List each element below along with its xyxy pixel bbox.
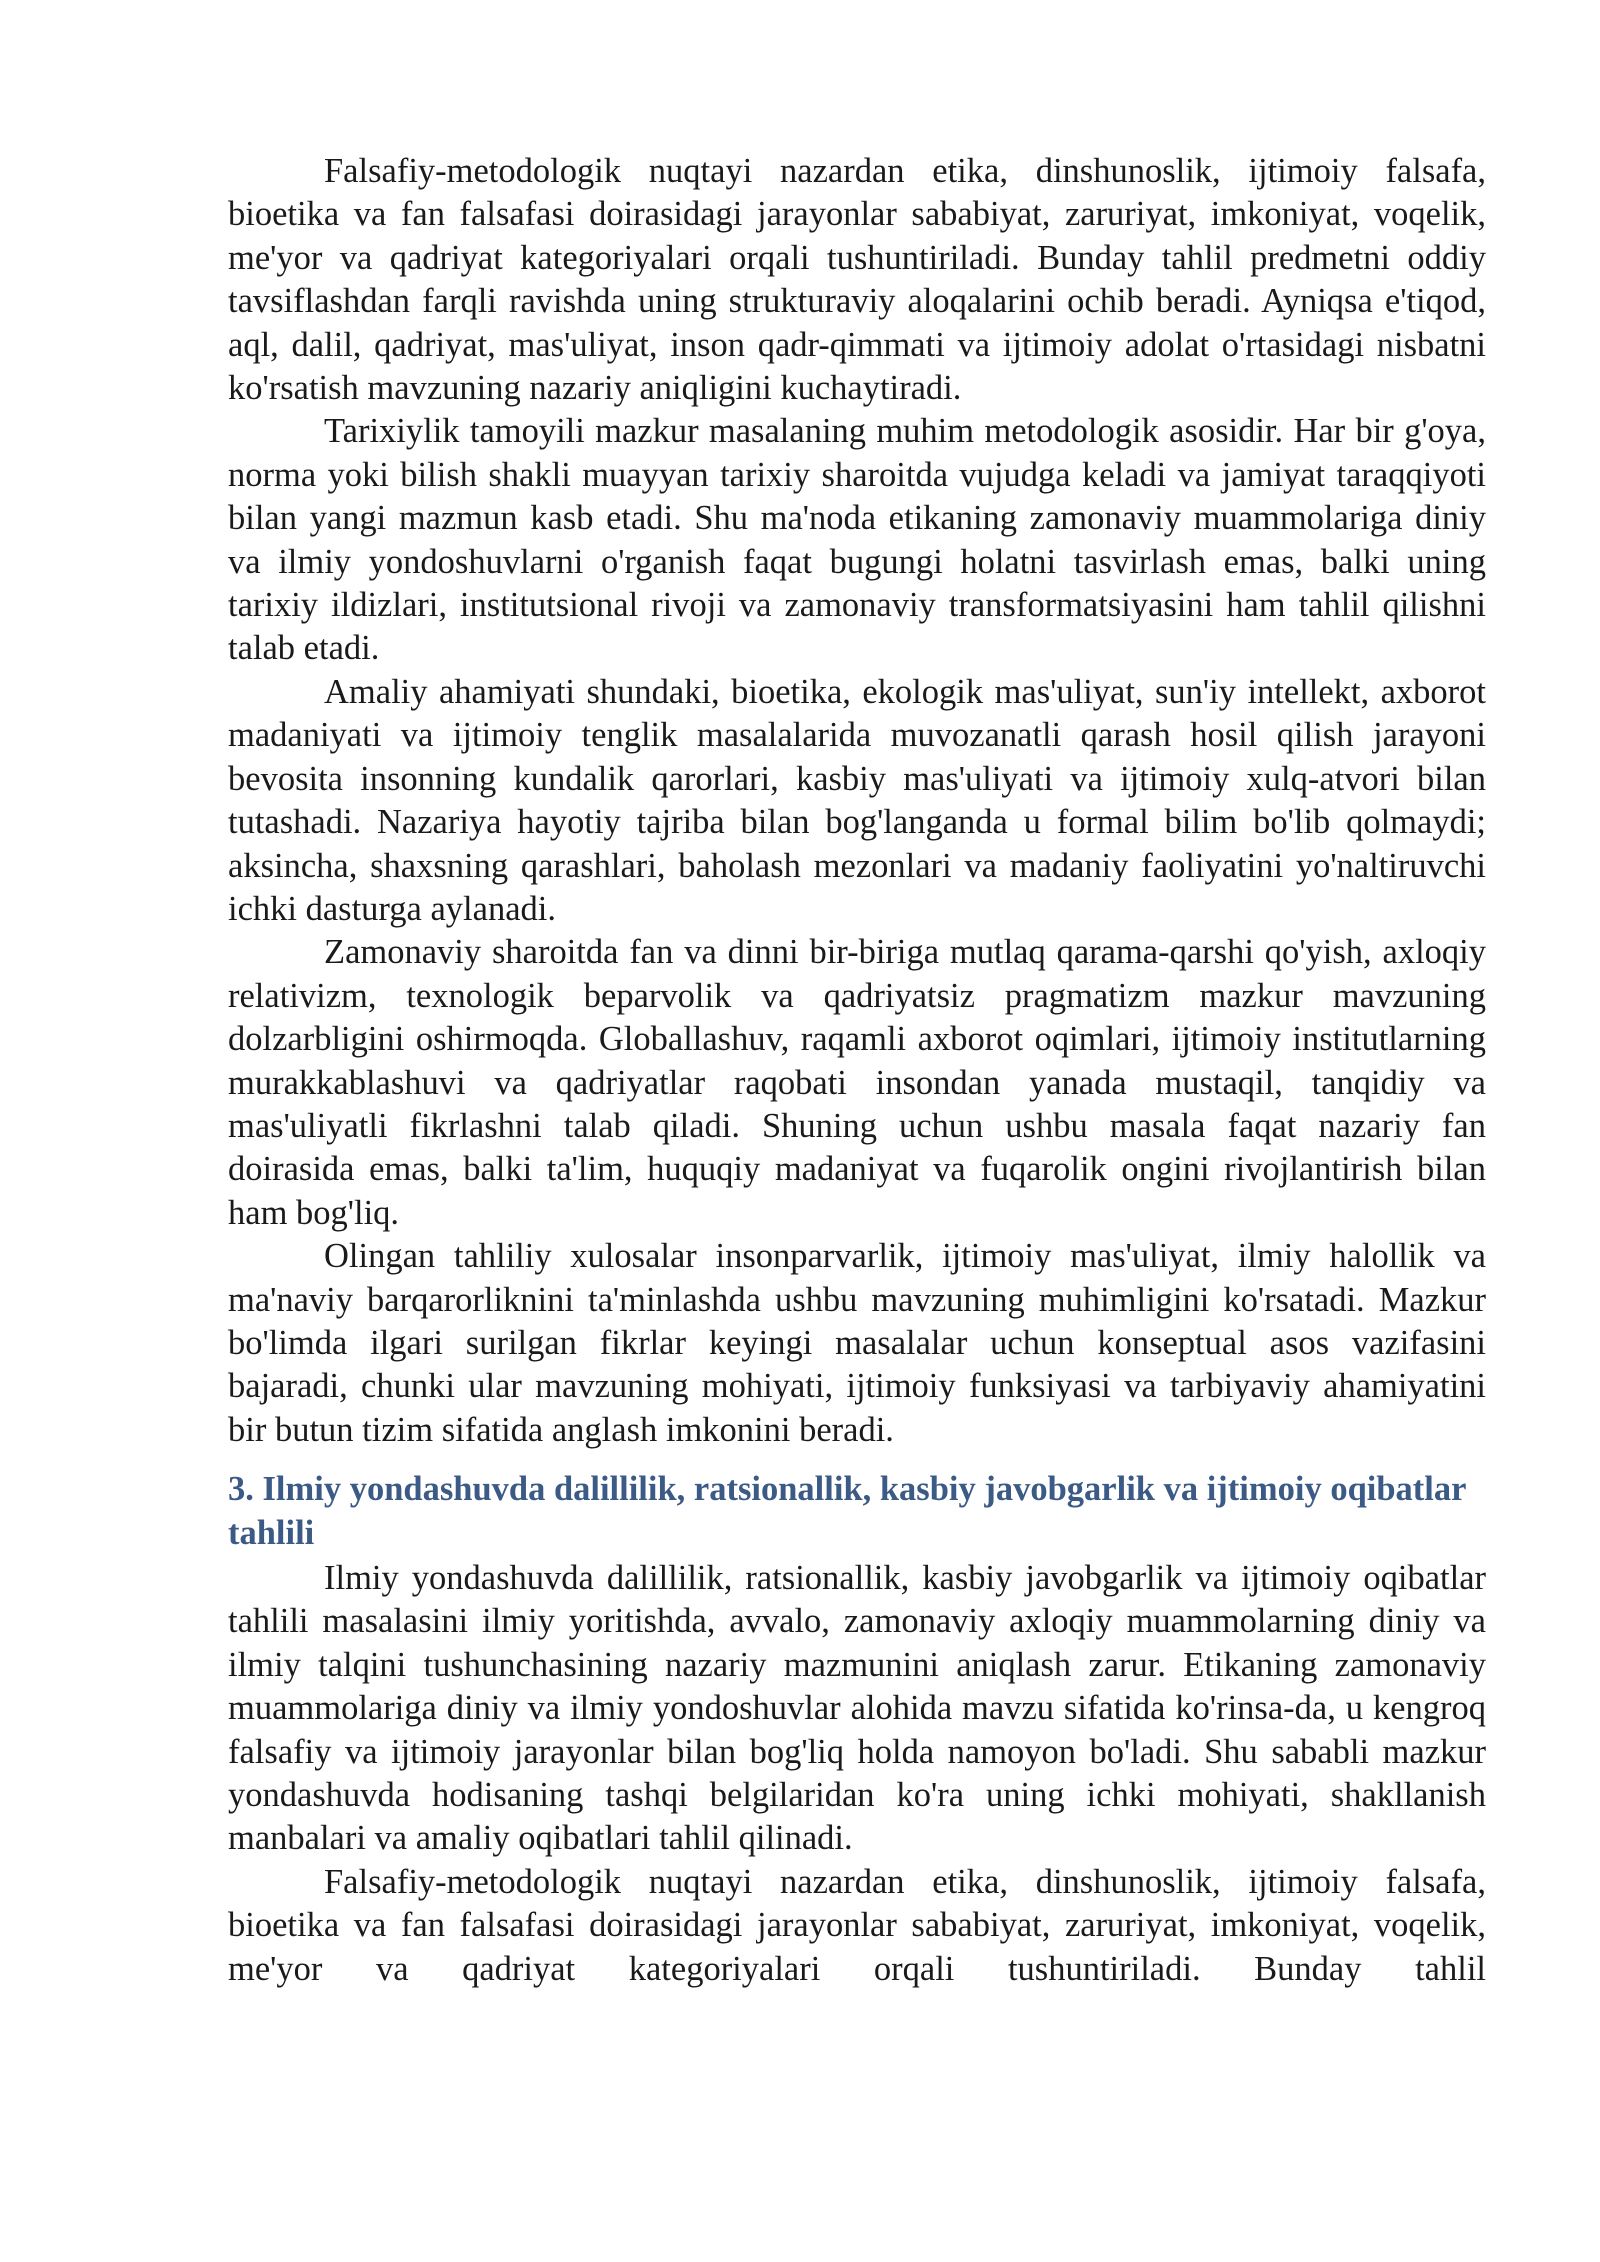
body-paragraph: Ilmiy yondashuvda dalillilik, ratsionallik, kasbiy javobgarlik va ijtimoiy oqibatlar tahlili masalasini ilmiy yoritishda, avvalo, zamonaviy axloqiy muammolarning diniy va ilmiy talqini tushunchasining nazariy mazmunini aniqlash zarur. Etikaning zamonaviy muammolariga diniy va ilmiy yondoshuvlar alohida mavzu sifatida ko'rinsa-da, u kengroq falsafiy va ijtimoiy jarayonlar bilan bog'liq holda namoyon bo'ladi. Shu sababli mazkur yondashuvda hodisaning tashqi belgilaridan ko'ra uning ichki mohiyati, shakllanish manbalari va amaliy oqibatlari tahlil qilinadi. (228, 1559, 1486, 1858)
body-paragraph-continued: Falsafiy-metodologik nuqtayi nazardan etika, dinshunoslik, ijtimoiy falsafa, bioetika va fan falsafasi doirasidagi jarayonlar sababiyat, zaruriyat, imkoniyat, voqelik, me'yor va qadriyat kategoriyalari orqali tushuntiriladi. Bunday tahlil (228, 1862, 1486, 1988)
body-paragraph: Zamonaviy sharoitda fan va dinni bir-biriga mutlaq qarama-qarshi qo'yish, axloqiy relativizm, texnologik beparvolik va qadriyatsiz pragmatizm mazkur mavzuning dolzarbligini oshirmoqda. Globallashuv, raqamli axborot oqimlari, ijtimoiy institutlarning murakkablashuvi va qadriyatlar raqobati insondan yanada mustaqil, tanqidiy va mas'uliyatli fikrlashni talab qiladi. Shuning uchun ushbu masala faqat nazariy fan doirasida emas, balki ta'lim, huquqiy madaniyat va fuqarolik ongini rivojlantirish bilan ham bog'liq. (228, 933, 1486, 1232)
section-heading: 3. Ilmiy yondashuvda dalillilik, ratsionallik, kasbiy javobgarlik va ijtimoiy oqibatlar tahlili (228, 1470, 1466, 1552)
body-paragraph: Tarixiylik tamoyili mazkur masalaning muhim metodologik asosidir. Har bir g'oya, norma yoki bilish shakli muayyan tarixiy sharoitda vujudga keladi va jamiyat taraqqiyoti bilan yangi mazmun kasb etadi. Shu ma'noda etikaning zamonaviy muammolariga diniy va ilmiy yondoshuvlarni o'rganish faqat bugungi holatni tasvirlash emas, balki uning tarixiy ildizlari, institutsional rivoji va zamonaviy transformatsiyasini ham tahlil qilishni talab etadi. (228, 412, 1486, 668)
document-page (228, 150, 1486, 1991)
body-paragraph: Falsafiy-metodologik nuqtayi nazardan etika, dinshunoslik, ijtimoiy falsafa, bioetika va fan falsafasi doirasidagi jarayonlar sababiyat, zaruriyat, imkoniyat, voqelik, me'yor va qadriyat kategoriyalari orqali tushuntiriladi. Bunday tahlil predmetni oddiy tavsiflashdan farqli ravishda uning strukturaviy aloqalarini ochib beradi. Ayniqsa e'tiqod, aql, dalil, qadriyat, mas'uliyat, inson qadr-qimmati va ijtimoiy adolat o'rtasidagi nisbatni ko'rsatish mavzuning nazariy aniqligini kuchaytiradi. (228, 152, 1486, 408)
body-paragraph: Olingan tahliliy xulosalar insonparvarlik, ijtimoiy mas'uliyat, ilmiy halollik va ma'naviy barqarorliknini ta'minlashda ushbu mavzuning muhimligini ko'rsatadi. Mazkur bo'limda ilgari surilgan fikrlar keyingi masalalar uchun konseptual asos vazifasini bajaradi, chunki ular mavzuning mohiyati, ijtimoiy funksiyasi va tarbiyaviy ahamiyatini bir butun tizim sifatida anglash imkonini beradi. (228, 1237, 1486, 1449)
body-paragraph: Amaliy ahamiyati shundaki, bioetika, ekologik mas'uliyat, sun'iy intellekt, axborot madaniyati va ijtimoiy tenglik masalalarida muvozanatli qarash hosil qilish jarayoni bevosita insonning kundalik qarorlari, kasbiy mas'uliyati va ijtimoiy xulq-atvori bilan tutashadi. Nazariya hayotiy tajriba bilan bog'langanda u formal bilim bo'lib qolmaydi; aksincha, shaxsning qarashlari, baholash mezonlari va madaniy faoliyatini yo'naltiruvchi ichki dasturga aylanadi. (228, 672, 1486, 928)
